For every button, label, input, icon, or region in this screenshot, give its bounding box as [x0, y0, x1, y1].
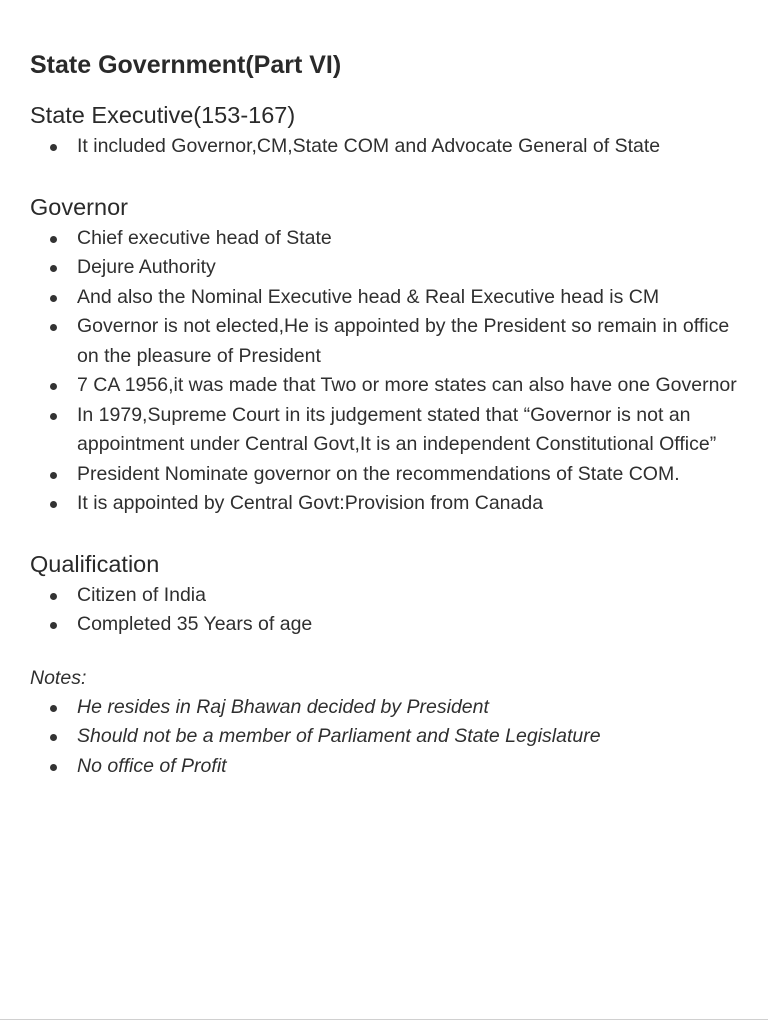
list-item-text: President Nominate governor on the recommendations of State COM. — [77, 462, 680, 485]
bullet-icon — [50, 764, 57, 771]
bullet-icon — [50, 265, 57, 272]
list-item-text: In 1979,Supreme Court in its judgement stated that “Governor is not an appointment under Central Govt,It is an independent Constitutional Office” — [77, 403, 717, 455]
bullet-icon — [50, 472, 57, 479]
document-page — [30, 47, 742, 809]
section-governor — [30, 190, 742, 519]
section-qualification — [30, 547, 742, 640]
list-item — [30, 224, 742, 254]
list-item-text: He resides in Raj Bhawan decided by President — [77, 695, 489, 718]
list-item-text: It is appointed by Central Govt:Provision from Canada — [77, 492, 544, 514]
bullet-icon — [50, 324, 57, 331]
list-item — [30, 489, 742, 519]
section-heading: Governor — [30, 193, 128, 220]
list-item-text: Chief executive head of State — [77, 226, 332, 249]
list-item — [30, 752, 742, 782]
list-item-text: 7 CA 1956,it was made that Two or more states can also have one Governor — [77, 374, 737, 396]
bullet-icon — [50, 593, 57, 600]
bullet-icon — [50, 236, 57, 243]
list-item — [30, 253, 742, 283]
list-item — [30, 283, 742, 313]
bullet-icon — [50, 705, 57, 712]
list-item-text: It included Governor,CM,State COM and Advocate General of State — [77, 135, 661, 157]
list-item — [30, 460, 742, 490]
list-item — [30, 722, 742, 752]
bullet-icon — [50, 501, 57, 508]
list-item — [30, 610, 742, 640]
list-item — [30, 581, 742, 611]
bullet-icon — [50, 144, 57, 151]
bullet-icon — [50, 295, 57, 302]
list-item-text: And also the Nominal Executive head & Real Executive head is CM — [77, 285, 660, 308]
list-item — [30, 312, 742, 371]
list-item-text: Citizen of India — [77, 583, 206, 606]
list-item — [30, 371, 742, 401]
bullet-icon — [50, 413, 57, 420]
notes-list — [30, 693, 742, 782]
bullet-list — [30, 132, 742, 162]
list-item — [30, 401, 742, 460]
section-notes — [30, 664, 742, 782]
bullet-icon — [50, 734, 57, 741]
list-item-text: Should not be a member of Parliament and State Legislature — [77, 725, 601, 747]
list-item-text: No office of Profit — [77, 754, 227, 777]
list-item-text: Completed 35 Years of age — [77, 613, 313, 635]
section-state-executive — [30, 98, 742, 162]
list-item — [30, 693, 742, 723]
bullet-icon — [50, 383, 57, 390]
section-heading: State Executive(153-167) — [30, 102, 296, 128]
list-item — [30, 132, 742, 162]
bullet-list — [30, 224, 742, 519]
list-item-text: Governor is not elected,He is appointed by the President so remain in office on the pleasure of President — [77, 315, 730, 367]
list-item-text: Dejure Authority — [77, 256, 216, 278]
bullet-list — [30, 581, 742, 640]
section-heading: Qualification — [30, 550, 160, 577]
bottom-divider — [0, 1019, 768, 1020]
notes-heading: Notes: — [30, 666, 87, 689]
bullet-icon — [50, 622, 57, 629]
page-title: State Government(Part VI) — [30, 51, 342, 79]
